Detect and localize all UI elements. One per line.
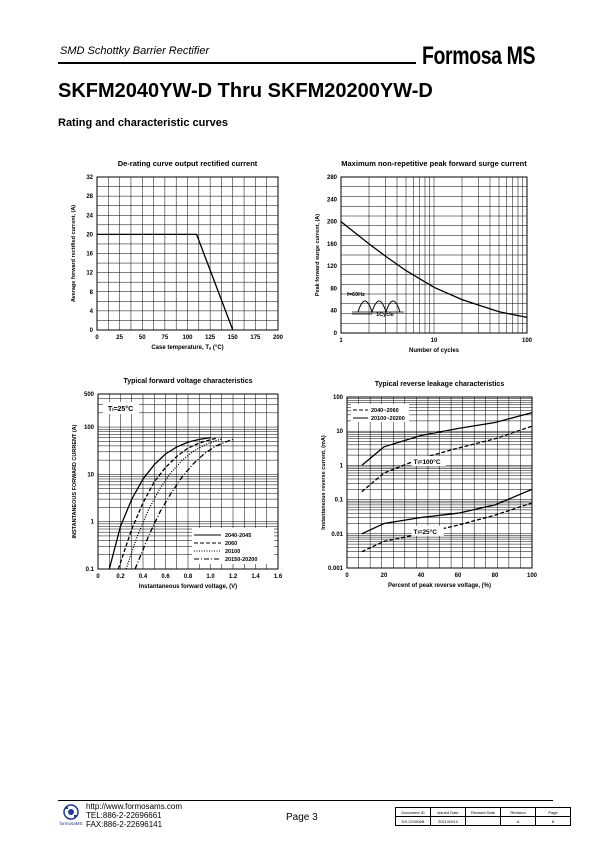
- doc-table-header: Issued Date: [431, 808, 466, 817]
- x-tick-label: 175: [250, 335, 261, 341]
- annotation-cycle: 1Cycle: [376, 312, 394, 318]
- doc-table-cell: 2021/09/12: [431, 817, 466, 826]
- y-tick-label: 20: [86, 232, 93, 239]
- doc-table-cell: 8: [536, 817, 571, 826]
- y-tick-label: 500: [83, 392, 94, 398]
- page-number: Page 3: [286, 812, 318, 823]
- legend-label: 2060: [225, 541, 238, 547]
- legend-label: 2040-2045: [225, 533, 252, 539]
- y-tick-label: 160: [326, 241, 337, 248]
- x-tick-label: 100: [521, 338, 533, 344]
- annotation-frequency: f=60Hz: [347, 292, 365, 298]
- x-tick-label: 75: [161, 335, 169, 341]
- y-axis-label: Instantaneous reverse current, (mA): [321, 435, 327, 530]
- legend-label: 20100~20200: [371, 416, 405, 422]
- x-axis-label: Percent of peak reverse voltage, (%): [387, 583, 492, 589]
- y-tick-label: 0.01: [331, 531, 343, 538]
- x-tick-label: 100: [182, 335, 193, 341]
- y-tick-label: 0: [333, 331, 337, 337]
- y-tick-label: 12: [86, 270, 93, 277]
- x-tick-label: 50: [138, 335, 146, 341]
- x-tick-label: 1.6: [273, 574, 283, 580]
- doc-table-cell: A: [501, 817, 536, 826]
- x-tick-label: 40: [417, 573, 425, 579]
- annotation-temperature: Tₗ=25°C: [413, 528, 437, 536]
- y-tick-label: 0.1: [334, 497, 343, 504]
- x-tick-label: 1.0: [206, 574, 215, 580]
- series-line: [362, 426, 532, 492]
- y-tick-label: 1: [339, 463, 343, 470]
- doc-table-cell: DS-221606B: [396, 817, 431, 826]
- brand-logo-text: Formosa MS: [422, 42, 536, 70]
- y-tick-label: 32: [86, 175, 93, 181]
- chart-title: Maximum non-repetitive peak forward surge current: [341, 159, 527, 168]
- doc-table-header: Document ID: [396, 808, 431, 817]
- company-logo-icon: [58, 803, 84, 827]
- y-tick-label: 80: [330, 286, 337, 293]
- y-axis-label: Average forward rectified current, (A): [71, 204, 77, 303]
- x-tick-label: 0: [95, 335, 99, 341]
- x-axis-label: Instantaneous forward voltage, (V): [138, 584, 238, 590]
- doc-table-value-row: [396, 817, 571, 826]
- logo-text: formosaMS: [59, 821, 83, 826]
- section-title: Rating and characteristic curves: [58, 117, 228, 129]
- y-tick-label: 10: [336, 429, 343, 436]
- y-tick-label: 0: [89, 328, 93, 334]
- y-tick-label: 4: [89, 308, 93, 315]
- chart-title: De-rating curve output rectified current: [117, 159, 258, 168]
- x-tick-label: 200: [272, 335, 284, 341]
- x-tick-label: 1.4: [251, 574, 260, 580]
- y-axis-label: Peak forward surge current, (A): [315, 213, 321, 297]
- doc-table-header: Page: [536, 808, 571, 817]
- x-tick-label: 0: [96, 574, 100, 580]
- legend-label: 2040~2060: [371, 408, 399, 414]
- footer-rule: [58, 800, 553, 801]
- x-tick-label: 0.4: [138, 574, 148, 580]
- x-axis-label: Number of cycles: [408, 348, 460, 354]
- waveform-icon: [358, 301, 400, 312]
- doc-table-header: Revision: [501, 808, 536, 817]
- annotation-temperature: Tₗ=100°C: [413, 458, 441, 466]
- x-tick-label: 0.6: [161, 574, 170, 580]
- y-tick-label: 0.1: [85, 567, 94, 573]
- y-tick-label: 8: [89, 289, 93, 296]
- fax: FAX:886-2-22696141: [86, 820, 163, 829]
- x-tick-label: 25: [116, 335, 123, 341]
- legend-label: 20100: [225, 549, 241, 555]
- series-line: [362, 503, 532, 552]
- y-tick-label: 24: [86, 213, 93, 220]
- website-link[interactable]: http://www.formosams.com: [86, 802, 183, 811]
- y-tick-label: 28: [86, 194, 93, 201]
- chart-title: Typical reverse leakage characteristics: [374, 381, 505, 388]
- document-info-table: [395, 807, 571, 826]
- y-tick-label: 200: [326, 219, 337, 226]
- x-tick-label: 0.8: [183, 574, 193, 580]
- x-tick-label: 150: [227, 335, 238, 341]
- x-tick-label: 60: [454, 573, 462, 579]
- part-title: SKFM2040YW-D Thru SKFM20200YW-D: [58, 80, 433, 102]
- annotation-temperature: Tₗ=25°C: [108, 406, 134, 413]
- y-tick-label: 1: [90, 519, 94, 526]
- x-tick-label: 0.2: [116, 574, 125, 580]
- y-tick-label: 100: [83, 425, 94, 432]
- y-axis-label: INSTANTANEOUS FORWARD CURRENT (A): [72, 424, 78, 539]
- y-tick-label: 10: [87, 472, 94, 479]
- x-tick-label: 10: [430, 338, 438, 344]
- x-tick-label: 0: [345, 573, 349, 579]
- chart-title: Typical forward voltage characteristics: [123, 378, 253, 385]
- x-tick-label: 1: [339, 338, 343, 344]
- y-tick-label: 16: [86, 251, 93, 258]
- y-tick-label: 280: [326, 175, 337, 181]
- x-tick-label: 20: [380, 573, 388, 579]
- x-axis-label: Case temperature, Tₐ (°C): [151, 345, 224, 351]
- doc-table-header-row: [396, 808, 571, 817]
- x-tick-label: 80: [491, 573, 499, 579]
- y-tick-label: 120: [326, 264, 337, 271]
- y-tick-label: 40: [330, 308, 337, 315]
- series-label: SMD Schottky Barrier Rectifier: [60, 45, 210, 57]
- y-tick-label: 100: [332, 395, 343, 401]
- x-tick-label: 125: [205, 335, 216, 341]
- y-tick-label: 240: [326, 197, 337, 204]
- doc-table-cell: [466, 817, 501, 826]
- x-tick-label: 1.2: [228, 574, 238, 580]
- telephone: TEL:886-2-22696661: [86, 811, 162, 820]
- legend-label: 20150-20200: [225, 557, 258, 563]
- doc-table-header: Revised Date: [466, 808, 501, 817]
- x-tick-label: 100: [526, 573, 538, 579]
- y-tick-label: 0.001: [327, 566, 343, 572]
